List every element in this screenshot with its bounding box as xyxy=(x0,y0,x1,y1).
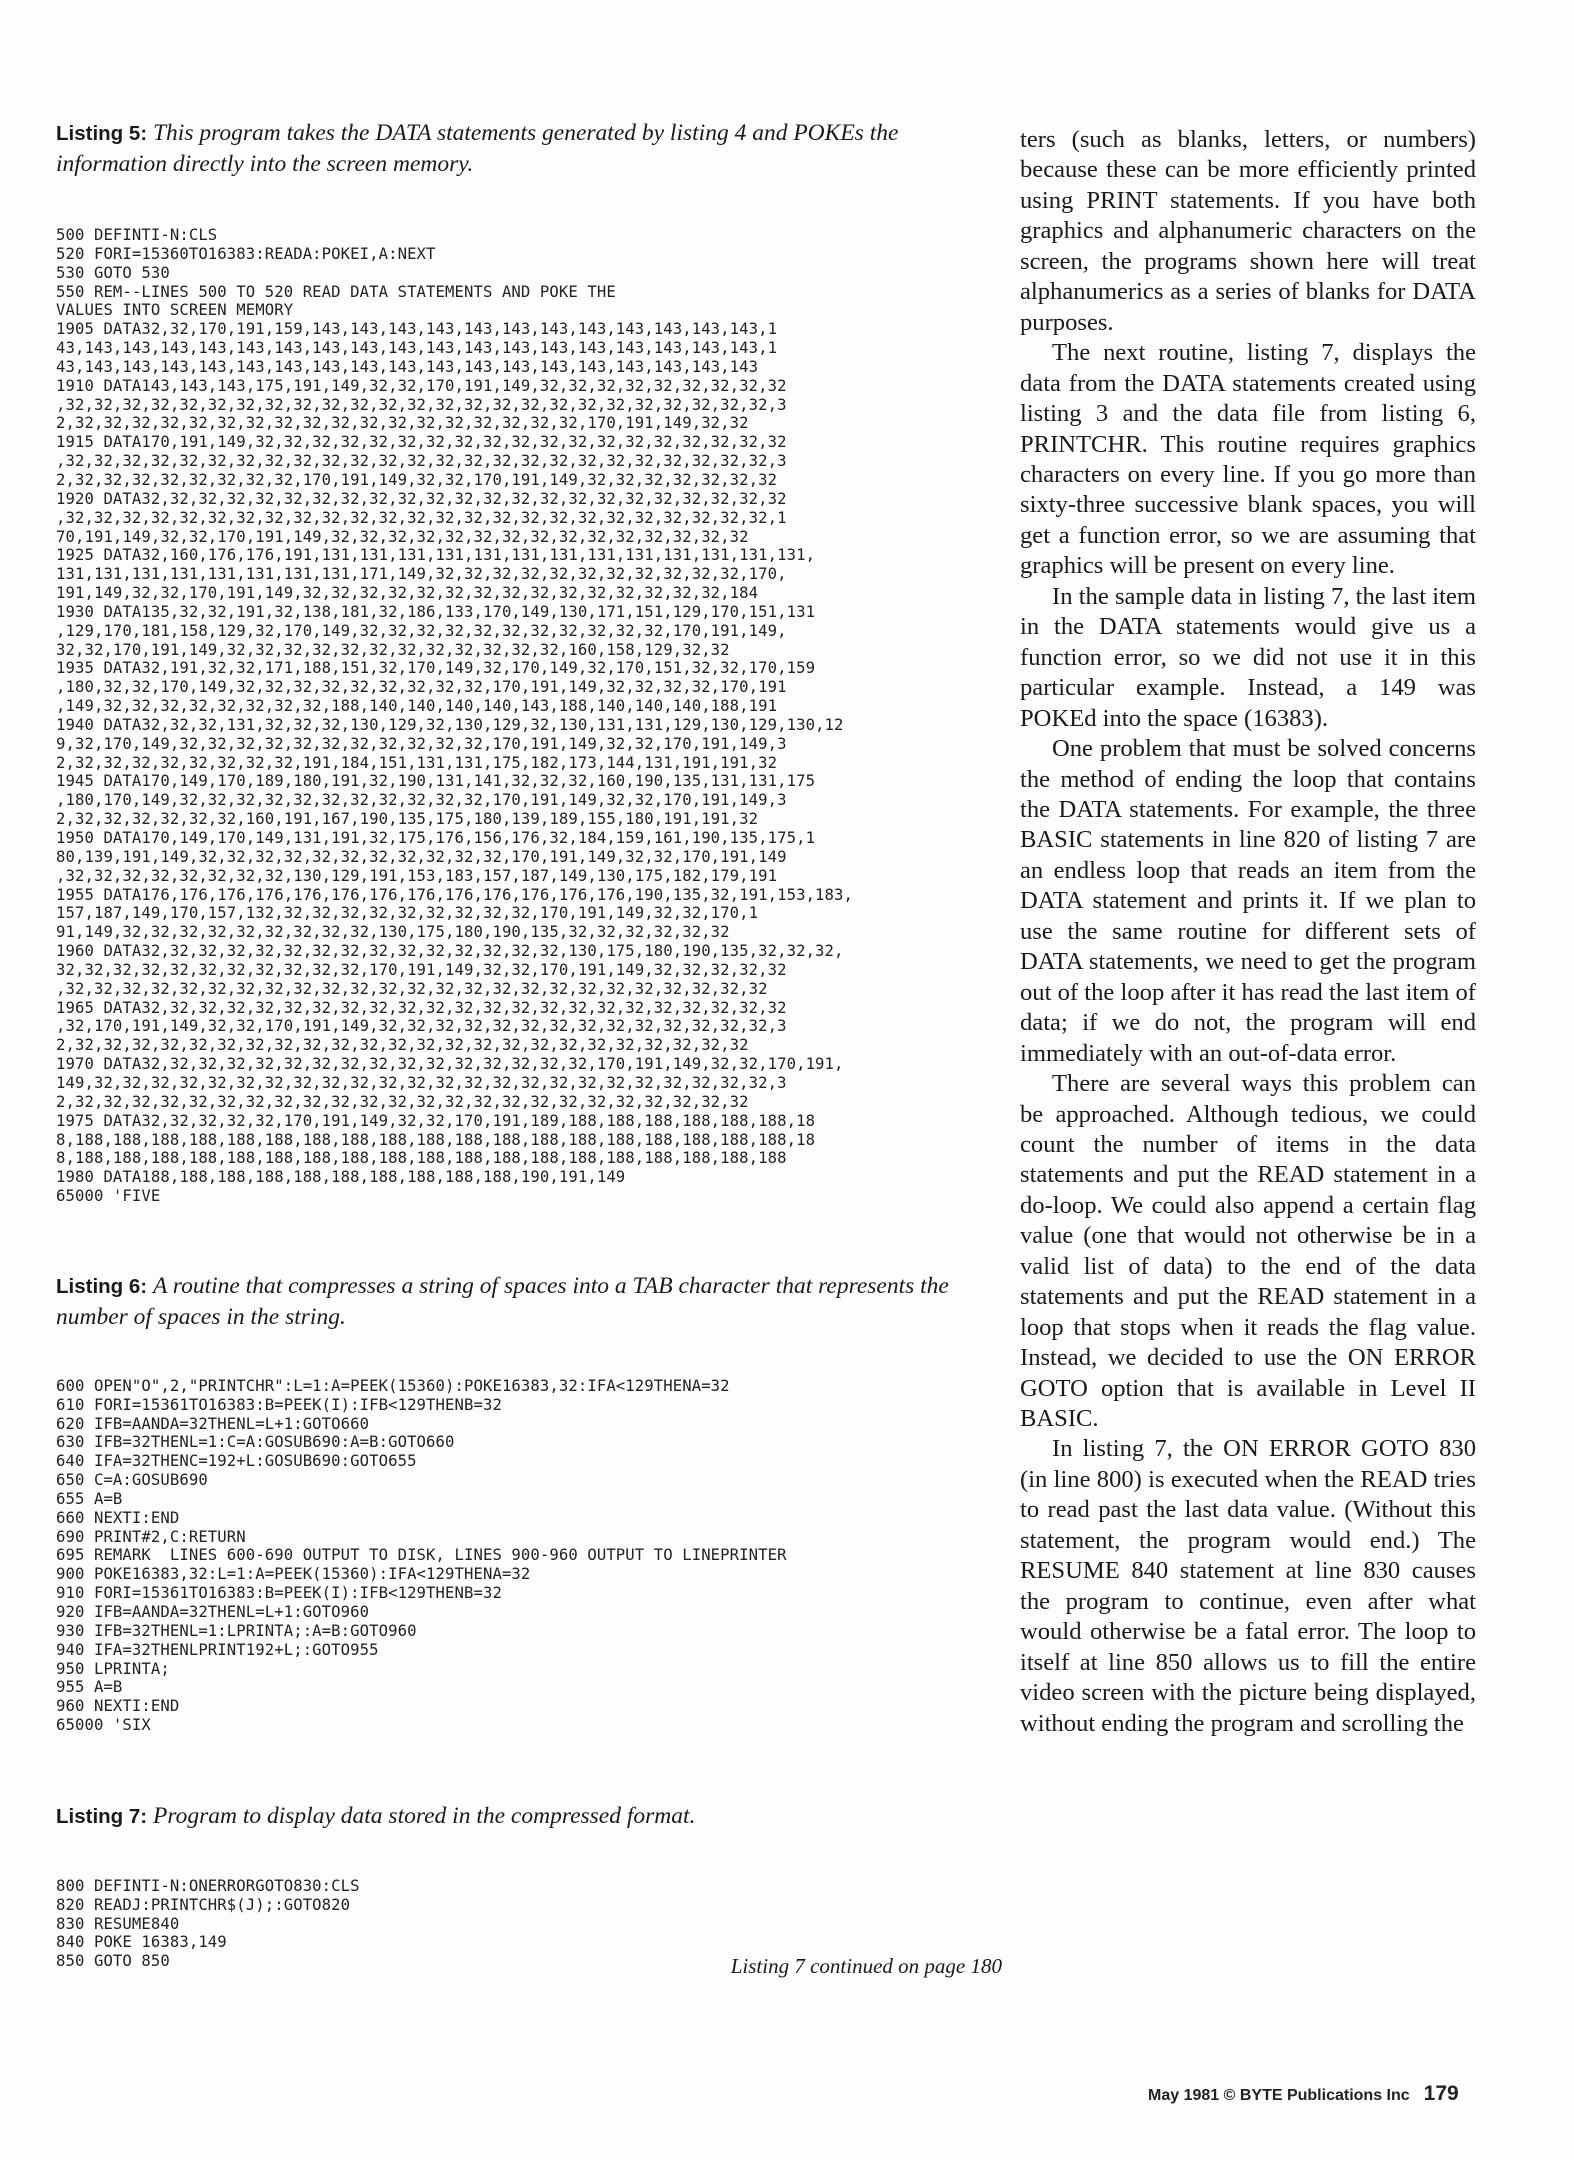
listing7-continued-note: Listing 7 continued on page 180 xyxy=(730,1953,1002,1978)
listing5-code: 500 DEFINTI-N:CLS 520 FORI=15360TO16383:READA:POKEI,A:NEXT 530 GOTO 530 550 REM--LINES 500 TO 520 READ DATA STATEMENTS AND POKE THE VALUES INTO SCREEN MEMORY 1905 DATA32,32,170,191,159,143,143,143,143,143,143,143,143,143,143,143,143,1 43,143,143,143,143,143,143,143,143,143,143,143,143,143,143,143,143,143,143,1 43,143,143,143,143,143,143,143,143,143,143,143,143,143,143,143,143,143,143 1910 DATA143,143,143,175,191,149,32,32,170,191,149,32,32,32,32,32,32,32,32,32 ,32,32,32,32,32,32,32,32,32,32,32,32,32,32,32,32,32,32,32,32,32,32,32,32,32,3 2,32,32,32,32,32,32,32,32,32,32,32,32,32,32,32,32,32,32,170,191,149,32,32 1915 DATA170,191,149,32,32,32,32,32,32,32,32,32,32,32,32,32,32,32,32,32,32,32 ,32,32,32,32,32,32,32,32,32,32,32,32,32,32,32,32,32,32,32,32,32,32,32,32,32,3 2,32,32,32,32,32,32,32,32,170,191,149,32,32,170,191,149,32,32,32,32,32,32,32 1920 DATA32,32,32,32,32,32,32,32,32,32,32,32,32,32,32,32,32,32,32,32,32,32,32 ,32,32,32,32,32,32,32,32,32,32,32,32,32,32,32,32,32,32,32,32,32,32,32,32,32,1 70,191,149,32,32,170,191,149,32,32,32,32,32,32,32,32,32,32,32,32,32,32,32 1925 DATA32,160,176,176,191,131,131,131,131,131,131,131,131,131,131,131,131,131, 131,131,131,131,131,131,131,131,171,149,32,32,32,32,32,32,32,32,32,32,32,170, 191,149,32,32,170,191,149,32,32,32,32,32,32,32,32,32,32,32,32,32,32,32,184 1930 DATA135,32,32,191,32,138,181,32,186,133,170,149,130,171,151,129,170,151,131 ,129,170,181,158,129,32,170,149,32,32,32,32,32,32,32,32,32,32,32,170,191,149, 32,32,170,191,149,32,32,32,32,32,32,32,32,32,32,32,32,160,158,129,32,32 1935 DATA32,191,32,32,171,188,151,32,170,149,32,170,149,32,170,151,32,32,170,159 ,180,32,32,170,149,32,32,32,32,32,32,32,32,32,170,191,149,32,32,32,32,170,191 ,149,32,32,32,32,32,32,32,32,188,140,140,140,140,143,188,140,140,140,188,191 1940 DATA32,32,32,131,32,32,32,130,129,32,130,129,32,130,131,131,129,130,129,130,12 9,32,170,149,32,32,32,32,32,32,32,32,32,32,32,170,191,149,32,32,170,191,149,3 2,32,32,32,32,32,32,32,32,191,184,151,131,131,175,182,173,144,131,191,191,32 1945 DATA170,149,170,189,180,191,32,190,131,141,32,32,32,160,190,135,131,131,175 ,180,170,149,32,32,32,32,32,32,32,32,32,32,32,170,191,149,32,32,170,191,149,3 2,32,32,32,32,32,32,160,191,167,190,135,175,180,139,189,155,180,191,191,32 1950 DATA170,149,170,149,131,191,32,175,176,156,176,32,184,159,161,190,135,175,1 80,139,191,149,32,32,32,32,32,32,32,32,32,32,32,170,191,149,32,32,170,191,149 ,32,32,32,32,32,32,32,32,130,129,191,153,183,157,187,149,130,175,182,179,191 1955 DATA176,176,176,176,176,176,176,176,176,176,176,176,176,190,135,32,191,153,183, 157,187,149,170,157,132,32,32,32,32,32,32,32,32,32,170,191,149,32,32,170,1 91,149,32,32,32,32,32,32,32,32,32,130,175,180,190,135,32,32,32,32,32,32 1960 DATA32,32,32,32,32,32,32,32,32,32,32,32,32,32,32,130,175,180,190,135,32,32,32, 32,32,32,32,32,32,32,32,32,32,32,170,191,149,32,32,170,191,149,32,32,32,32,32 ,32,32,32,32,32,32,32,32,32,32,32,32,32,32,32,32,32,32,32,32,32,32,32,32,32 1965 DATA32,32,32,32,32,32,32,32,32,32,32,32,32,32,32,32,32,32,32,32,32,32,32 ,32,170,191,149,32,32,170,191,149,32,32,32,32,32,32,32,32,32,32,32,32,32,32,3 2,32,32,32,32,32,32,32,32,32,32,32,32,32,32,32,32,32,32,32,32,32,32,32,32 1970 DATA32,32,32,32,32,32,32,32,32,32,32,32,32,32,32,32,170,191,149,32,32,170,191, 149,32,32,32,32,32,32,32,32,32,32,32,32,32,32,32,32,32,32,32,32,32,32,32,32,3 2,32,32,32,32,32,32,32,32,32,32,32,32,32,32,32,32,32,32,32,32,32,32,32,32 1975 DATA32,32,32,32,32,170,191,149,32,32,170,191,189,188,188,188,188,188,188,18 8,188,188,188,188,188,188,188,188,188,188,188,188,188,188,188,188,188,188,188,18 8,188,188,188,188,188,188,188,188,188,188,188,188,188,188,188,188,188,188,188 1980 DATA188,188,188,188,188,188,188,188,188,188,190,191,149 65000 'FIVE xyxy=(56,226,854,1206)
body-paragraph-5: There are several ways this problem can be approached. Although tedious, we could count the number of items in the data statements and put the READ statement in a do-loop. We could also append a certain flag value (one that would not otherwise be in a valid list of data) to the end of the data statements and put the READ statement in a loop that stops when it reads the flag value. Instead, we decided to use the ON ERROR GOTO option that is available in Level II BASIC. xyxy=(1020,1070,1476,1433)
listing5-label: Listing 5: xyxy=(56,122,148,145)
listing6-description: A routine that compresses a string of spaces into a TAB character that represents the number of spaces in the string. xyxy=(56,1272,949,1330)
listing7-code: 800 DEFINTI-N:ONERRORGOTO830:CLS 820 READJ:PRINTCHR$(J);:GOTO820 830 RESUME840 840 POKE 16383,149 850 GOTO 850 xyxy=(56,1876,360,1971)
page-footer xyxy=(1148,2082,1459,2106)
listing5-caption xyxy=(56,118,1002,179)
listing6-label: Listing 6: xyxy=(56,1274,148,1298)
body-paragraph-4: One problem that must be solved concerns the method of ending the loop that contains the DATA statements. For example, the three BASIC statements in line 820 of listing 7 are an endless loop that reads an item from the DATA statement and prints it. If we plan to use the same routine for different sets of DATA statements, we need to get the program out of the loop after it has read the last item of data; if we do not, the program will end immediately with an out-of-data error. xyxy=(1020,735,1476,1067)
body-paragraph-1: ters (such as blanks, letters, or numbers) because these can be more efficiently printed using PRINT statements. If you have both graphics and alphanumeric characters on the screen, the programs shown here will treat alphanumerics as a series of blanks for DATA purposes. xyxy=(1020,126,1476,336)
article-text-column xyxy=(1020,125,1476,1739)
body-paragraph-3: In the sample data in listing 7, the last item in the DATA statements would give us a function error, so we did not use it in this particular example. Instead, a 149 was POKEd into the space (16383). xyxy=(1020,582,1476,732)
listing5-description: This program takes the DATA statements generated by listing 4 and POKEs the information directly into the screen memory. xyxy=(56,120,899,177)
listing6-caption xyxy=(56,1271,1002,1332)
listing7-caption xyxy=(56,1801,1002,1832)
body-paragraph-2: The next routine, listing 7, displays the data from the DATA statements created using listing 3 and the data file from listing 6, PRINTCHR. This routine requires graphics characters on every line. If you go more than sixty-three successive blank spaces, you will get a function error, so we are assuming that graphics will be present on every line. xyxy=(1020,339,1476,580)
listing6-code: 600 OPEN"O",2,"PRINTCHR":L=1:A=PEEK(15360):POKE16383,32:IFA<129THENA=32 610 FORI=15361TO16383:B=PEEK(I):IFB<129THENB=32 620 IFB=AANDA=32THENL=L+1:GOTO660 630 IFB=32THENL=1:C=A:GOSUB690:A=B:GOTO660 640 IFA=32THENC=192+L:GOSUB690:GOTO655 650 C=A:GOSUB690 655 A=B 660 NEXTI:END 690 PRINT#2,C:RETURN 695 REMARK LINES 600-690 OUTPUT TO DISK, LINES 900-960 OUTPUT TO LINEPRINTER 900 POKE16383,32:L=1:A=PEEK(15360):IFA<129THENA=32 910 FORI=15361TO16383:B=PEEK(I):IFB<129THENB=32 920 IFB=AANDA=32THENL=L+1:GOTO960 930 IFB=32THENL=1:LPRINTA;:A=B:GOTO960 940 IFA=32THENLPRINT192+L;:GOTO955 950 LPRINTA; 955 A=B 960 NEXTI:END 65000 'SIX xyxy=(56,1376,787,1735)
listings-column xyxy=(56,118,1002,1978)
body-paragraph-6: In listing 7, the ON ERROR GOTO 830 (in line 800) is executed when the READ tries to read past the last data value. (Without this statement, the program would end.) The RESUME 840 statement at line 830 causes the program to continue, even after what would otherwise be a fatal error. The loop to itself at line 850 allows us to fill the entire video screen with the picture being displayed, without ending the program and scrolling the xyxy=(1020,1435,1476,1737)
listing7-description: Program to display data stored in the compressed format. xyxy=(152,1802,696,1829)
footer-publication: May 1981 © BYTE Publications Inc xyxy=(1148,2087,1410,2104)
page-number: 179 xyxy=(1423,2082,1459,2105)
listing7-label: Listing 7: xyxy=(56,1804,148,1828)
listing7-block xyxy=(56,1876,1002,1978)
